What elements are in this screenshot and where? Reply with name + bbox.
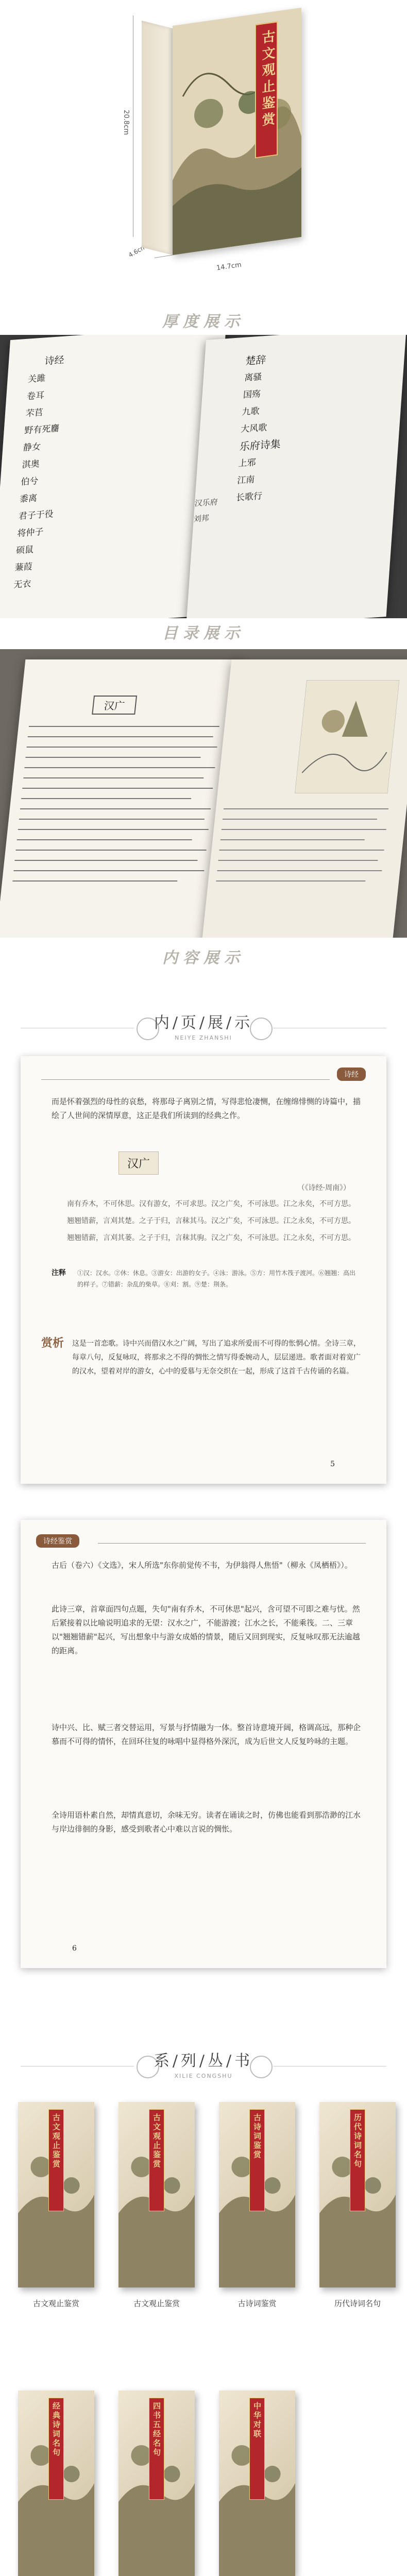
series-book-name: 古诗词鉴赏 [238,2299,277,2308]
page1-intro: 而是怀着强烈的母性的哀愁，将那母子离别之情，写得悲怆凄恻，在缠绵悱恻的诗篇中，描绘了人世间的深情厚意，这正是我们所读到的经典之作。 [52,1097,361,1120]
series-book-cover [319,2102,396,2287]
toc-section [0,335,407,618]
depth-dimension-label: 4.6cm [127,243,148,259]
sample-page-2 [21,1520,386,1968]
series-book[interactable] [10,2391,102,2576]
toc-item: 离骚 [244,371,262,384]
series-cover-title: 古文观止鉴赏 [52,2113,61,2169]
series-cover-title-band [48,2398,64,2500]
toc-item: 卷耳 [26,390,45,402]
series-book-name: 古文观止鉴赏 [32,2299,79,2308]
series-book[interactable] [211,2102,303,2349]
width-dimension-label: 14.7cm [216,261,242,273]
thickness-section [0,0,407,313]
toc-han-yuefu: 汉乐府 [194,497,218,509]
series-book[interactable] [312,2102,403,2349]
series-book-cover [118,2102,195,2287]
toc-item: 楚辞 [245,353,267,367]
height-dimension-label: 20.8cm [122,110,130,135]
inner-heading-title: 内/页/展/示 [154,1014,253,1032]
poem-line: 翘翘错薪，言刈其楚。之子于归，言秣其马。汉之广矣，不可泳思。江之永矣，不可方思。 [67,1217,355,1225]
toc-right-authors [193,494,218,527]
toc-item: 硕鼠 [15,544,34,556]
series-section [0,2030,407,2576]
content-photo-right-page [201,659,407,938]
inner-pages-section [0,979,407,2030]
series-book-cover [118,2391,195,2576]
toc-page-right [186,335,406,618]
page1-poem-title [118,1151,159,1175]
toc-item: 九歌 [241,406,260,418]
page1-analysis: 这是一首恋歌。诗中兴而借汉水之广阔，写出了追求所爱而不可得的怅惘心情。全诗三章，每章八句，反复咏叹，将那求之不得的惆怅之情写得委婉动人，层层递进。歌者面对着宽广的汉水，望着对岸的游女，心中的爱慕与无奈交织在一起，形成了这首千古传诵的名篇。 [72,1340,361,1376]
toc-liubang: 刘邦 [193,513,210,524]
series-grid [0,2102,407,2576]
cover-title: 古文观止鉴赏 [260,29,275,130]
toc-item: 无衣 [13,579,32,590]
toc-item: 国殇 [243,388,261,401]
series-book-cover [219,2102,295,2287]
book-spine [142,21,173,255]
series-cover-title: 古文观止鉴赏 [152,2113,161,2169]
toc-item: 君子于役 [18,509,54,522]
text-lines-decoration-right [210,804,394,938]
caption-thickness: 厚度展示 [162,313,245,331]
series-book-cover [18,2102,94,2287]
series-cover-title-band [249,2398,265,2500]
series-book-cover [219,2391,295,2576]
series-cover-title-band [48,2109,64,2211]
series-cover-title: 经典诗词名句 [52,2402,61,2458]
series-subtitle: XILIE CONGSHU [174,2073,233,2079]
sample-page-1 [21,1056,386,1484]
cover-title-band [255,21,278,158]
toc-left-list [13,352,64,594]
page2-para2: 此诗三章，首章面四句点题，失句"南有乔木，不可休思"起兴，含可望不可即之难与忧。然后紧接着以比喻说明追求的无望：汉水之广，不能游渡；江水之长，不能乘筏。二、三章以"翘翘错薪"起兴，写出想象中与游女成婚的情景，随后又回到现实，反复咏叹那无法逾越的距离。 [52,1604,360,1655]
series-book[interactable] [211,2391,303,2576]
text-lines-decoration [8,721,225,927]
toc-item: 江南 [236,474,255,486]
series-book[interactable] [111,2102,202,2349]
toc-item: 黍离 [19,493,38,505]
toc-item: 关雎 [27,373,46,385]
toc-item: 乐府诗集 [239,437,281,453]
page2-para3: 诗中兴、比、赋三者交替运用，写景与抒情融为一体。整首诗意境开阔，格调高远，那种企慕而不可得的情怀，在回环往复的咏唱中显得格外深沉，成为后世文人反复吟咏的主题。 [52,1723,361,1746]
page2-tag: 诗经鉴赏 [36,1534,79,1548]
caption-toc: 目录展示 [162,624,245,642]
toc-item: 上邪 [238,457,257,469]
series-book-cover [18,2391,94,2576]
toc-item: 淇奥 [22,459,40,471]
page1-analysis-label: 赏析 [41,1336,64,1350]
landscape-painting [173,8,301,255]
toc-item: 芣苢 [25,407,44,419]
page1-notes-label: 注释 [52,1269,66,1277]
page1-top-rule [41,1079,330,1080]
series-cover-title: 古诗词鉴赏 [252,2113,262,2160]
poem-line: 南有乔木，不可休思。汉有游女，不可求思。汉之广矣，不可泳思。江之永矣，不可方思。 [67,1200,355,1208]
toc-item: 将仲子 [16,527,44,539]
toc-item: 静女 [23,442,41,453]
page2-number: 6 [72,1944,77,1953]
page1-poem-source: （《诗经·周南》） [297,1184,350,1192]
page2-top-rule [98,1543,366,1544]
series-cover-title-band [149,2109,164,2211]
illustration [295,680,399,793]
page1-poem [67,1198,355,1249]
series-cover-title-band [249,2109,265,2211]
page1-tag: 诗经 [337,1067,366,1081]
poem-line: 翘翘错薪，言刈其蒌。之子于归，言秣其驹。汉之广矣，不可泳思。江之永矣，不可方思。 [67,1234,355,1242]
toc-item: 诗经 [44,354,65,367]
toc-item: 野有死麕 [24,423,60,436]
series-book-name: 古文观止鉴赏 [133,2299,180,2308]
content-photo-section [0,649,407,938]
content-photo-heading: 汉广 [92,696,137,715]
toc-item: 伯兮 [20,476,39,488]
toc-item: 大风歌 [240,422,267,435]
page2-para1: 古后（卷六）《文选》，宋人所选"东你前觉传不韦，为伊翁得人焦悟"（柳永《凤栖梧》）。 [52,1561,352,1570]
book-cover [173,8,301,255]
toc-right-list [235,350,287,507]
page1-number: 5 [330,1460,335,1468]
content-photo-left-page [0,659,242,938]
series-cover-title: 历代诗词名句 [353,2113,362,2169]
series-book[interactable] [111,2391,202,2576]
inner-heading-subtitle: NEIYE ZHANSHI [175,1035,232,1041]
series-cover-title-band [350,2109,365,2211]
series-book-name: 历代诗词名句 [334,2299,381,2308]
series-cover-title: 四书五经名句 [152,2402,161,2458]
series-cover-title-band [149,2398,164,2500]
series-title: 系/列/丛/书 [154,2052,253,2070]
poem-title-text: 汉广 [127,1158,150,1171]
toc-item: 长歌行 [235,491,263,503]
toc-item: 蒹葭 [14,562,33,573]
page1-notes: ①汉：汉水。②休：休息。③游女：出游的女子。④泳：游泳。⑤方：用竹木筏子渡河。⑥翘翘：高出的样子。⑦错薪：杂乱的柴草。⑧刈：割。⑨楚：荆条。 [77,1269,356,1288]
series-book[interactable] [10,2102,102,2349]
page2-para4: 全诗用语朴素自然，却情真意切，余味无穷。读者在诵读之时，仿佛也能看到那浩渺的江水与岸边徘徊的身影，感受到歌者心中难以言说的惆怅。 [52,1810,361,1834]
caption-content: 内容展示 [162,949,245,967]
series-cover-title: 中华对联 [252,2402,262,2439]
